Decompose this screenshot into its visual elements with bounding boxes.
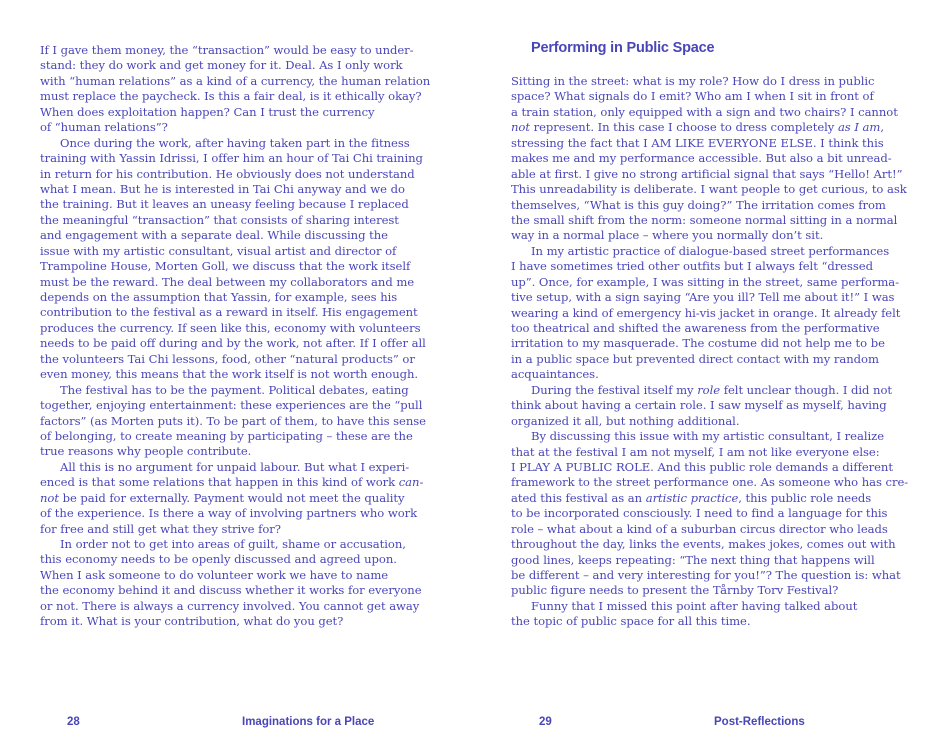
text-segment: from it. What is your contribution, what do you get? bbox=[40, 614, 344, 629]
text-segment: training with Yassin Idrissi, I offer him an hour of Tai Chi training bbox=[40, 151, 423, 166]
text-line bbox=[40, 136, 440, 151]
text-segment: the meaningful “transaction” that consists of sharing interest bbox=[40, 212, 399, 227]
text-line bbox=[40, 197, 440, 212]
text-line bbox=[40, 599, 440, 614]
text-line bbox=[40, 414, 440, 429]
text-segment: this economy needs to be openly discussed and agreed upon. bbox=[40, 552, 397, 567]
text-segment: be different – and very interesting for you!”? The question is: what bbox=[511, 568, 901, 582]
right-body-text bbox=[511, 74, 921, 630]
text-line bbox=[40, 383, 440, 398]
text-line bbox=[40, 522, 440, 537]
text-segment: stressing the fact that I AM LIKE EVERYONE ELSE. I think this bbox=[511, 135, 884, 150]
text-segment: ated this festival as an bbox=[511, 490, 646, 505]
text-segment: be paid for externally. Payment would not meet the quality bbox=[58, 490, 405, 505]
text-segment: needs to be paid off during and by the work, not after. If I offer all bbox=[40, 336, 426, 351]
text-line bbox=[511, 120, 921, 135]
text-segment: When does exploitation happen? Can I trust the currency bbox=[40, 104, 375, 119]
text-line bbox=[40, 475, 440, 490]
text-segment: felt unclear though. I did not bbox=[720, 382, 893, 397]
italic-text: not bbox=[40, 490, 59, 505]
text-segment: and engagement with a separate deal. While discussing the bbox=[40, 228, 388, 243]
text-line bbox=[40, 552, 440, 567]
text-line bbox=[40, 213, 440, 228]
text-segment: with “human relations” as a kind of a currency, the human relation bbox=[40, 73, 431, 88]
text-segment: up”. Once, for example, I was sitting in the street, same performa- bbox=[511, 274, 899, 289]
text-segment: Funny that I missed this point after having talked about bbox=[531, 598, 858, 613]
text-segment: When I ask someone to do volunteer work we have to name bbox=[40, 567, 389, 582]
text-line bbox=[511, 614, 921, 629]
text-line bbox=[40, 568, 440, 583]
text-line bbox=[511, 475, 921, 490]
text-line bbox=[511, 460, 921, 475]
running-head: Imaginations for a Place bbox=[242, 716, 375, 728]
text-segment: contribution to the festival as a reward in itself. His engagement bbox=[40, 305, 418, 320]
text-line bbox=[511, 136, 921, 151]
text-segment: irritation to my masquerade. The costume did not help me to be bbox=[511, 336, 885, 351]
text-segment: to be incorporated consciously. I need to find a language for this bbox=[511, 506, 888, 521]
text-segment: good lines, keeps repeating: “The next thing that happens will bbox=[511, 552, 875, 567]
text-line bbox=[511, 259, 921, 274]
text-line bbox=[511, 74, 921, 89]
section-heading: Performing in Public Space bbox=[531, 40, 715, 56]
text-line bbox=[511, 89, 921, 104]
text-line bbox=[40, 305, 440, 320]
text-segment: too theatrical and shifted the awareness from the performative bbox=[511, 321, 880, 335]
text-segment: In order not to get into areas of guilt, shame or accusation, bbox=[60, 537, 406, 551]
text-line bbox=[40, 151, 440, 166]
text-line bbox=[511, 367, 921, 382]
text-line bbox=[511, 167, 921, 182]
text-segment: The festival has to be the payment. Political debates, eating bbox=[60, 382, 409, 397]
text-line bbox=[511, 275, 921, 290]
text-line bbox=[40, 58, 440, 73]
text-segment: a train station, only equipped with a sign and two chairs? I cannot bbox=[511, 104, 898, 119]
text-segment: space? What signals do I emit? Who am I when I sit in front of bbox=[511, 89, 874, 104]
text-segment: I PLAY A PUBLIC ROLE. And this public role demands a different bbox=[511, 459, 893, 474]
left-body-text bbox=[40, 43, 440, 630]
text-line bbox=[40, 460, 440, 475]
text-segment: in a public space but prevented direct contact with my random bbox=[511, 351, 879, 366]
text-segment: together, enjoying entertainment: these experiences are the “pull bbox=[40, 398, 423, 413]
text-segment: issue with my artistic consultant, visual artist and director of bbox=[40, 243, 397, 258]
text-segment: that at the festival I am not myself, I am not like everyone else: bbox=[511, 444, 880, 459]
text-segment: even money, this means that the work itself is not worth enough. bbox=[40, 367, 419, 382]
text-line bbox=[40, 182, 440, 197]
italic-text: as I am bbox=[837, 120, 881, 135]
running-head: Post-Reflections bbox=[714, 716, 805, 728]
text-line bbox=[511, 429, 921, 444]
text-line bbox=[511, 336, 921, 351]
right-page bbox=[472, 0, 944, 748]
text-segment: Sitting in the street: what is my role? How do I dress in public bbox=[511, 74, 875, 88]
text-segment: throughout the day, links the events, makes jokes, comes out with bbox=[511, 537, 896, 552]
text-segment: able at first. I give no strong artificial signal that says “Hello! Art!” bbox=[511, 166, 903, 181]
text-line bbox=[40, 244, 440, 259]
text-segment: , this public role needs bbox=[738, 490, 872, 505]
text-line bbox=[511, 522, 921, 537]
italic-text: can- bbox=[398, 475, 424, 490]
text-segment: represent. In this case I choose to dress completely bbox=[529, 120, 838, 135]
text-segment: role – what about a kind of a suburban circus director who leads bbox=[511, 521, 888, 536]
text-line bbox=[511, 398, 921, 413]
text-segment: I have sometimes tried other outfits but I always felt “dressed bbox=[511, 259, 873, 274]
text-segment: the topic of public space for all this time. bbox=[511, 614, 751, 629]
text-line bbox=[511, 105, 921, 120]
text-line bbox=[511, 491, 921, 506]
text-segment: stand: they do work and get money for it. Deal. As I only work bbox=[40, 58, 403, 73]
text-line bbox=[511, 506, 921, 521]
text-line bbox=[40, 259, 440, 274]
text-segment: the volunteers Tai Chi lessons, food, other “natural products” or bbox=[40, 351, 415, 366]
text-segment: During the festival itself my bbox=[531, 382, 698, 397]
text-segment: If I gave them money, the “transaction” would be easy to under- bbox=[40, 43, 414, 57]
text-line bbox=[40, 429, 440, 444]
text-segment: enced is that some relations that happen in this kind of work bbox=[40, 475, 399, 490]
text-segment: By discussing this issue with my artistic consultant, I realize bbox=[531, 429, 885, 444]
text-line bbox=[40, 491, 440, 506]
text-segment: way in a normal place – where you normally don’t sit. bbox=[511, 228, 824, 243]
text-line bbox=[40, 614, 440, 629]
text-line bbox=[511, 537, 921, 552]
text-segment: , bbox=[880, 120, 884, 135]
text-segment: produces the currency. If seen like this, economy with volunteers bbox=[40, 320, 421, 335]
text-segment: what I mean. But he is interested in Tai Chi anyway and we do bbox=[40, 181, 405, 196]
text-line bbox=[511, 306, 921, 321]
text-line bbox=[511, 383, 921, 398]
text-segment: organized it all, but nothing additional. bbox=[511, 413, 740, 428]
text-segment: public figure needs to present the Tårnby Torv Festival? bbox=[511, 583, 839, 598]
text-line bbox=[511, 321, 921, 336]
text-segment: makes me and my performance accessible. But also a bit unread- bbox=[511, 151, 892, 166]
text-segment: tive setup, with a sign saying “Are you ill? Tell me about it!” I was bbox=[511, 290, 895, 305]
page-number: 29 bbox=[539, 716, 552, 728]
text-line bbox=[511, 553, 921, 568]
text-segment: factors” (as Morten puts it). To be part of them, to have this sense bbox=[40, 413, 426, 428]
text-segment: of the experience. Is there a way of involving partners who work bbox=[40, 506, 418, 521]
text-line bbox=[511, 182, 921, 197]
text-line bbox=[511, 151, 921, 166]
text-line bbox=[511, 445, 921, 460]
text-segment: or not. There is always a currency involved. You cannot get away bbox=[40, 598, 420, 613]
text-line bbox=[40, 120, 440, 135]
text-line bbox=[40, 398, 440, 413]
text-segment: This unreadability is deliberate. I want people to get curious, to ask bbox=[511, 182, 907, 197]
italic-text: role bbox=[697, 382, 721, 397]
text-segment: Once during the work, after having taken part in the fitness bbox=[60, 135, 410, 150]
text-segment: of “human relations”? bbox=[40, 120, 168, 135]
text-segment: the economy behind it and discuss whether it works for everyone bbox=[40, 583, 422, 598]
text-line bbox=[511, 583, 921, 598]
text-segment: In my artistic practice of dialogue-based street performances bbox=[531, 243, 890, 258]
text-segment: the training. But it leaves an uneasy feeling because I replaced bbox=[40, 197, 409, 212]
text-line bbox=[40, 275, 440, 290]
text-line bbox=[40, 290, 440, 305]
text-line bbox=[40, 506, 440, 521]
text-segment: depends on the assumption that Yassin, for example, sees his bbox=[40, 290, 398, 304]
text-line bbox=[40, 89, 440, 104]
text-line bbox=[511, 599, 921, 614]
text-line bbox=[40, 336, 440, 351]
page-number: 28 bbox=[67, 716, 80, 728]
text-line bbox=[511, 198, 921, 213]
text-line bbox=[40, 321, 440, 336]
text-line bbox=[40, 367, 440, 382]
text-segment: the small shift from the norm: someone normal sitting in a normal bbox=[511, 212, 898, 227]
text-line bbox=[511, 213, 921, 228]
text-line bbox=[40, 583, 440, 598]
text-line bbox=[511, 568, 921, 583]
text-segment: in return for his contribution. He obviously does not understand bbox=[40, 166, 415, 181]
text-segment: think about having a certain role. I saw myself as myself, having bbox=[511, 398, 887, 413]
text-line bbox=[40, 167, 440, 182]
text-line bbox=[40, 444, 440, 459]
text-segment: for free and still get what they strive for? bbox=[40, 521, 281, 536]
text-line bbox=[40, 74, 440, 89]
text-line bbox=[40, 105, 440, 120]
text-line bbox=[40, 352, 440, 367]
text-segment: of belonging, to create meaning by participating – these are the bbox=[40, 428, 413, 443]
text-segment: Trampoline House, Morten Goll, we discuss that the work itself bbox=[40, 259, 411, 274]
text-line bbox=[40, 228, 440, 243]
italic-text: artistic practice bbox=[645, 490, 739, 505]
text-line bbox=[40, 43, 440, 58]
italic-text: not bbox=[511, 120, 530, 135]
text-segment: true reasons why people contribute. bbox=[40, 444, 252, 459]
text-segment: must be the reward. The deal between my collaborators and me bbox=[40, 274, 415, 289]
text-line bbox=[511, 352, 921, 367]
text-line bbox=[40, 537, 440, 552]
text-segment: themselves, “What is this guy doing?” The irritation comes from bbox=[511, 197, 886, 212]
text-line bbox=[511, 244, 921, 259]
text-line bbox=[511, 228, 921, 243]
text-line bbox=[511, 290, 921, 305]
text-line bbox=[511, 414, 921, 429]
text-segment: wearing a kind of emergency hi-vis jacket in orange. It already felt bbox=[511, 305, 901, 320]
text-segment: framework to the street performance one. As someone who has cre- bbox=[511, 475, 909, 490]
text-segment: All this is no argument for unpaid labour. But what I experi- bbox=[60, 459, 410, 474]
text-segment: must replace the paycheck. Is this a fair deal, is it ethically okay? bbox=[40, 89, 422, 104]
text-segment: acquaintances. bbox=[511, 367, 599, 382]
